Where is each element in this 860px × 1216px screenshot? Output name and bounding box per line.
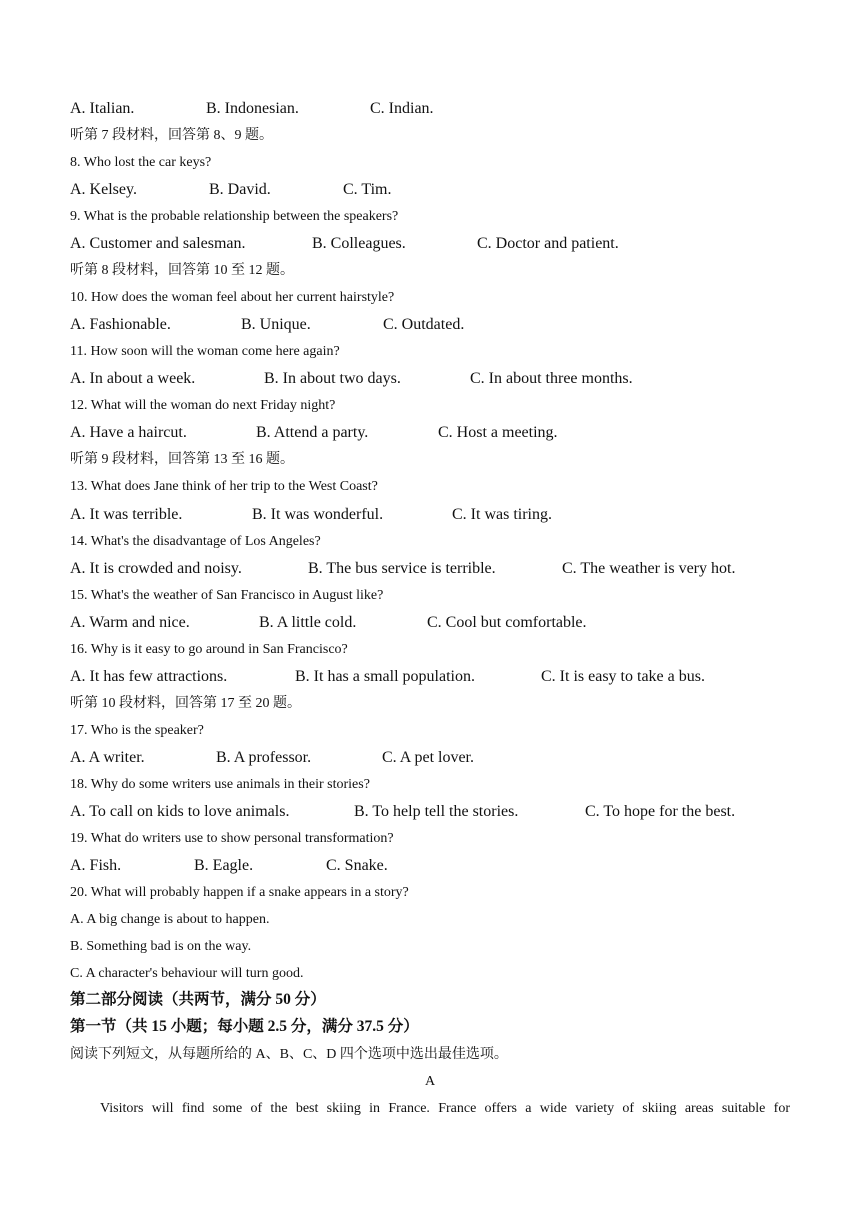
q8-stem: 8. Who lost the car keys? <box>70 155 212 170</box>
part2-section1-title: 第一节（共 15 小题；每小题 2.5 分，满分 37.5 分） <box>70 1018 419 1035</box>
q14-stem: 14. What's the disadvantage of Los Angeles? <box>70 534 321 549</box>
q20-option-c: C. A character's behaviour will turn good. <box>70 966 304 981</box>
q13-option-c: C. It was tiring. <box>452 506 552 523</box>
q13-option-a: A. It was terrible. <box>70 506 183 523</box>
q14-option-a: A. It is crowded and noisy. <box>70 560 242 577</box>
q12-option-c: C. Host a meeting. <box>438 424 558 441</box>
q12-option-b: B. Attend a party. <box>256 424 369 441</box>
q18-stem: 18. Why do some writers use animals in their stories? <box>70 777 370 792</box>
part2-instruction: 阅读下列短文，从每题所给的 A、B、C、D 四个选项中选出最佳选项。 <box>70 1047 508 1062</box>
section-7-instruction: 听第 7 段材料，回答第 8、9 题。 <box>70 128 273 143</box>
q20-option-b: B. Something bad is on the way. <box>70 939 252 954</box>
q8-option-b: B. David. <box>209 181 271 198</box>
part2-title: 第二部分阅读（共两节，满分 50 分） <box>70 991 326 1008</box>
q16-stem: 16. Why is it easy to go around in San Francisco? <box>70 642 348 657</box>
passage-first-line: Visitors will find some of the best skiing in France. France offers a wide variety of skiing areas suitable for <box>100 1101 790 1116</box>
section-10-instruction: 听第 10 段材料，回答第 17 至 20 题。 <box>70 696 301 711</box>
q7-option-c: C. Indian. <box>370 100 434 117</box>
q20-stem: 20. What will probably happen if a snake appears in a story? <box>70 885 409 900</box>
q17-stem: 17. Who is the speaker? <box>70 723 204 738</box>
q8-option-c: C. Tim. <box>343 181 392 198</box>
q13-stem: 13. What does Jane think of her trip to the West Coast? <box>70 479 378 494</box>
q11-option-b: B. In about two days. <box>264 370 401 387</box>
q10-stem: 10. How does the woman feel about her current hairstyle? <box>70 290 395 305</box>
q15-option-a: A. Warm and nice. <box>70 614 190 631</box>
q11-option-a: A. In about a week. <box>70 370 196 387</box>
q18-option-c: C. To hope for the best. <box>585 803 736 820</box>
q17-option-b: B. A professor. <box>216 749 312 766</box>
q19-option-b: B. Eagle. <box>194 857 254 874</box>
q13-option-b: B. It was wonderful. <box>252 506 384 523</box>
q14-option-c: C. The weather is very hot. <box>562 560 736 577</box>
q12-stem: 12. What will the woman do next Friday night? <box>70 398 336 413</box>
q15-stem: 15. What's the weather of San Francisco in August like? <box>70 588 384 603</box>
q9-option-a: A. Customer and salesman. <box>70 235 246 252</box>
section-9-instruction: 听第 9 段材料，回答第 13 至 16 题。 <box>70 452 294 467</box>
q14-option-b: B. The bus service is terrible. <box>308 560 496 577</box>
q11-stem: 11. How soon will the woman come here again? <box>70 344 340 359</box>
q19-option-a: A. Fish. <box>70 857 122 874</box>
section-8-instruction: 听第 8 段材料，回答第 10 至 12 题。 <box>70 263 294 278</box>
q17-option-a: A. A writer. <box>70 749 145 766</box>
q9-option-c: C. Doctor and patient. <box>477 235 619 252</box>
q16-option-c: C. It is easy to take a bus. <box>541 668 705 685</box>
q16-option-a: A. It has few attractions. <box>70 668 228 685</box>
q11-option-c: C. In about three months. <box>470 370 633 387</box>
q15-option-b: B. A little cold. <box>259 614 357 631</box>
q18-option-b: B. To help tell the stories. <box>354 803 519 820</box>
q7-option-b: B. Indonesian. <box>206 100 299 117</box>
q12-option-a: A. Have a haircut. <box>70 424 187 441</box>
q19-option-c: C. Snake. <box>326 857 388 874</box>
q16-option-b: B. It has a small population. <box>295 668 475 685</box>
q10-option-a: A. Fashionable. <box>70 316 171 333</box>
q17-option-c: C. A pet lover. <box>382 749 474 766</box>
q10-option-b: B. Unique. <box>241 316 311 333</box>
q18-option-a: A. To call on kids to love animals. <box>70 803 290 820</box>
q8-option-a: A. Kelsey. <box>70 181 137 198</box>
passage-label: A <box>424 1074 436 1089</box>
q9-stem: 9. What is the probable relationship between the speakers? <box>70 209 399 224</box>
q19-stem: 19. What do writers use to show personal transformation? <box>70 831 394 846</box>
q7-option-a: A. Italian. <box>70 100 135 117</box>
q15-option-c: C. Cool but comfortable. <box>427 614 587 631</box>
q20-option-a: A. A big change is about to happen. <box>70 912 270 927</box>
q10-option-c: C. Outdated. <box>383 316 465 333</box>
q9-option-b: B. Colleagues. <box>312 235 406 252</box>
